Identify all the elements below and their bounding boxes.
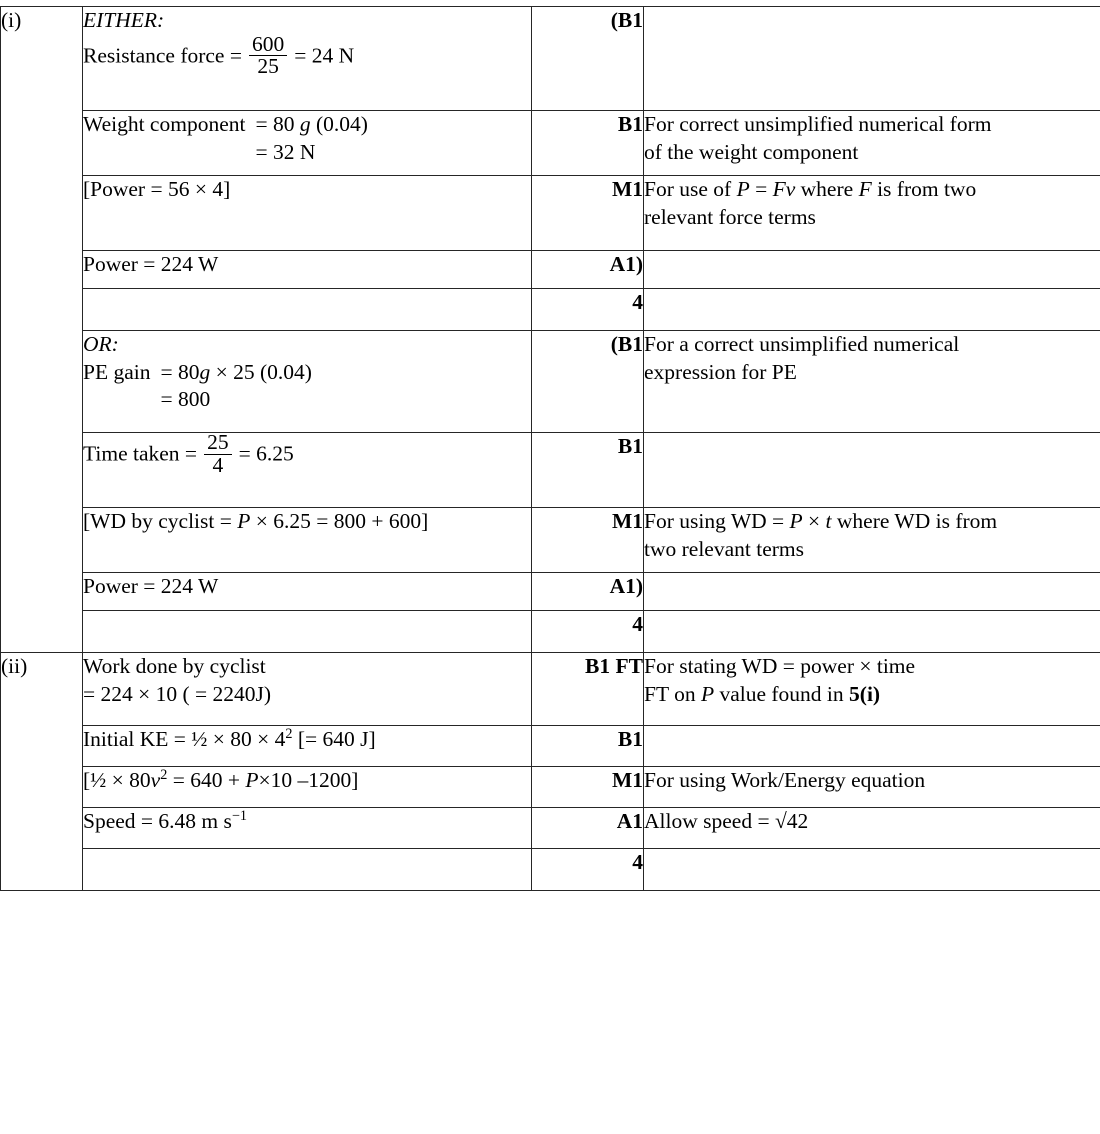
comment-tail: where WD is from xyxy=(832,509,998,533)
mark-cell-m1-wd xyxy=(532,508,644,573)
exponent-minus-1: −1 xyxy=(232,808,247,824)
part-label-i: (i) xyxy=(1,8,21,32)
table-row xyxy=(1,433,1100,508)
pe-val-post: × 25 (0.04) xyxy=(210,360,312,384)
equals: = xyxy=(750,177,773,201)
time-taken-expression xyxy=(83,433,531,478)
times: × xyxy=(803,509,826,533)
mark-value: (B1 xyxy=(611,8,643,32)
comment-cell-empty-3 xyxy=(644,289,1100,331)
table-row xyxy=(1,726,1100,767)
weight-component-values xyxy=(245,111,367,166)
comment-line-1: For using Work/Energy equation xyxy=(644,767,1100,795)
comment-pre: FT on xyxy=(644,682,701,706)
pe-gain-label: PE gain xyxy=(83,359,150,387)
ke-pre: Initial KE = ½ × 80 × 4 xyxy=(83,727,285,751)
comment-cell-ft xyxy=(644,653,1100,726)
part-label-ii: (ii) xyxy=(1,654,27,678)
table-row xyxy=(1,7,1100,111)
initial-ke-expression xyxy=(83,726,531,754)
part-label-cell-i xyxy=(1,7,83,653)
table-row xyxy=(1,508,1100,573)
weight-value-line-2: = 32 N xyxy=(255,139,367,167)
exponent-2: 2 xyxy=(160,767,167,783)
comment-line-2: relevant force terms xyxy=(644,204,1100,232)
fraction-denominator: 4 xyxy=(204,454,232,477)
comment-cell-pe xyxy=(644,331,1100,433)
power-bracket-expression: [Power = 56 × 4] xyxy=(83,176,531,204)
fraction-numerator: 25 xyxy=(204,432,232,454)
working-cell-empty-total-ii xyxy=(83,849,532,891)
comment-line-2: of the weight component xyxy=(644,139,1100,167)
comment-cell-empty-1 xyxy=(644,7,1100,111)
comment-cell-wd xyxy=(644,508,1100,573)
resistance-force-label: Resistance force = xyxy=(83,43,242,67)
mark-scheme-table xyxy=(0,6,1100,891)
working-cell-weight-component xyxy=(83,111,532,176)
wd-pre: [WD by cyclist = xyxy=(83,509,237,533)
symbol-P: P xyxy=(701,682,714,706)
mark-value: B1 xyxy=(618,434,643,458)
pe-gain-values xyxy=(150,359,311,414)
comment-line-1: For correct unsimplified numerical form xyxy=(644,111,1100,139)
mark-cell-total-ii xyxy=(532,849,644,891)
fraction-numerator: 600 xyxy=(249,34,287,56)
comment-cell-empty-7 xyxy=(644,726,1100,767)
time-taken-result: = 6.25 xyxy=(239,441,294,465)
symbol-F-2: F xyxy=(859,177,872,201)
gravity-symbol: g xyxy=(300,112,311,136)
mark-value: A1) xyxy=(610,252,643,276)
comment-line-2: two relevant terms xyxy=(644,536,1100,564)
comment-line-2: expression for PE xyxy=(644,359,1100,387)
mark-cell-b1-ft xyxy=(532,653,644,726)
mark-value: B1 xyxy=(618,727,643,751)
table-row xyxy=(1,849,1100,891)
pe-value-line-1 xyxy=(160,359,311,387)
mark-cell-b1-open xyxy=(532,7,644,111)
mark-cell-a1-speed xyxy=(532,808,644,849)
mark-cell-a1-close-or xyxy=(532,573,644,611)
working-cell-work-energy-equation xyxy=(83,767,532,808)
mark-cell-total-or xyxy=(532,611,644,653)
mark-cell-b1-time xyxy=(532,433,644,508)
table-row xyxy=(1,611,1100,653)
total-marks: 4 xyxy=(632,850,643,874)
weight-component-expression xyxy=(83,111,531,166)
mark-value: A1 xyxy=(617,809,643,833)
mark-value: (B1 xyxy=(611,332,643,356)
symbol-P: P xyxy=(237,509,250,533)
exponent-2: 2 xyxy=(285,726,292,742)
mark-scheme-sheet xyxy=(0,6,1100,1134)
working-cell-empty-total-either xyxy=(83,289,532,331)
mark-cell-b1-weight xyxy=(532,111,644,176)
symbol-t: t xyxy=(826,509,832,533)
working-cell-resistance-force xyxy=(83,7,532,111)
comment-pre: For using WD = xyxy=(644,509,790,533)
resistance-force-result: = 24 N xyxy=(294,43,354,67)
mark-value: M1 xyxy=(612,768,643,792)
or-heading: OR: xyxy=(83,331,531,359)
mark-cell-b1-ke xyxy=(532,726,644,767)
pe-val-pre: = 80 xyxy=(160,360,199,384)
comment-line-1: For a correct unsimplified numerical xyxy=(644,331,1100,359)
working-cell-work-done-by-cyclist xyxy=(83,653,532,726)
work-done-line-1: Work done by cyclist xyxy=(83,653,531,681)
working-cell-empty-total-or xyxy=(83,611,532,653)
mark-cell-m1-we xyxy=(532,767,644,808)
working-cell-pe-gain xyxy=(83,331,532,433)
comment-cell-empty-4 xyxy=(644,433,1100,508)
working-cell-initial-ke xyxy=(83,726,532,767)
power-result: Power = 224 W xyxy=(83,251,531,279)
either-heading: EITHER: xyxy=(83,7,531,35)
symbol-v: v xyxy=(151,768,161,792)
table-row xyxy=(1,331,1100,433)
mark-value: B1 FT xyxy=(585,654,643,678)
comment-cell-work-energy xyxy=(644,767,1100,808)
comment-mid: value found in xyxy=(714,682,849,706)
comment-cell-empty-8 xyxy=(644,849,1100,891)
comment-pre: For use of xyxy=(644,177,737,201)
table-row xyxy=(1,176,1100,251)
working-cell-time-taken xyxy=(83,433,532,508)
comment-cell-speed xyxy=(644,808,1100,849)
fraction-denominator: 25 xyxy=(249,55,287,78)
comment-cell-empty-5 xyxy=(644,573,1100,611)
time-taken-label: Time taken = xyxy=(83,441,197,465)
mark-cell-total-either xyxy=(532,289,644,331)
total-marks: 4 xyxy=(632,290,643,314)
cross-reference-5i: 5(i) xyxy=(849,682,880,706)
weight-val-post: (0.04) xyxy=(311,112,368,136)
table-row xyxy=(1,251,1100,289)
table-row xyxy=(1,111,1100,176)
mark-value: M1 xyxy=(612,177,643,201)
comment-line-1 xyxy=(644,176,1100,204)
gravity-symbol: g xyxy=(200,360,211,384)
comment-line-1 xyxy=(644,508,1100,536)
weight-val-pre: = 80 xyxy=(255,112,299,136)
speed-pre: Speed = 6.48 m s xyxy=(83,809,232,833)
mark-cell-m1-fv xyxy=(532,176,644,251)
ke-post: [= 640 J] xyxy=(292,727,375,751)
resistance-force-expression xyxy=(83,35,531,80)
power-result: Power = 224 W xyxy=(83,573,531,601)
mark-value: M1 xyxy=(612,509,643,533)
speed-expression xyxy=(83,808,531,836)
fraction-25-over-4 xyxy=(204,432,232,477)
comment-line-1: For stating WD = power × time xyxy=(644,653,1100,681)
comment-cell-empty-2 xyxy=(644,251,1100,289)
weight-component-label: Weight component xyxy=(83,111,245,139)
total-marks: 4 xyxy=(632,612,643,636)
comment-cell-weight xyxy=(644,111,1100,176)
pe-value-line-2: = 800 xyxy=(160,386,311,414)
we-mid: = 640 + xyxy=(167,768,245,792)
working-cell-power-224 xyxy=(83,251,532,289)
symbol-P: P xyxy=(790,509,803,533)
table-row xyxy=(1,808,1100,849)
table-row xyxy=(1,289,1100,331)
comment-mid: where xyxy=(795,177,858,201)
comment-tail: is from two xyxy=(872,177,977,201)
working-cell-wd-by-cyclist xyxy=(83,508,532,573)
working-cell-power-224-or xyxy=(83,573,532,611)
fraction-600-over-25 xyxy=(249,34,287,79)
part-label-cell-ii xyxy=(1,653,83,891)
mark-value: A1) xyxy=(610,574,643,598)
weight-value-line-1 xyxy=(255,111,367,139)
symbol-P: P xyxy=(245,768,258,792)
symbol-v: v xyxy=(786,177,796,201)
working-cell-speed xyxy=(83,808,532,849)
comment-line-2 xyxy=(644,681,1100,709)
mark-cell-a1-close xyxy=(532,251,644,289)
mark-cell-b1-open-pe xyxy=(532,331,644,433)
table-row xyxy=(1,653,1100,726)
working-cell-power-56x4 xyxy=(83,176,532,251)
symbol-P: P xyxy=(737,177,750,201)
mark-value: B1 xyxy=(618,112,643,136)
comment-line-1: Allow speed = √42 xyxy=(644,808,1100,836)
symbol-F: F xyxy=(773,177,786,201)
we-pre: [½ × 80 xyxy=(83,768,151,792)
table-row xyxy=(1,767,1100,808)
work-energy-expression xyxy=(83,767,531,795)
comment-cell-fv xyxy=(644,176,1100,251)
wd-expression xyxy=(83,508,531,536)
pe-gain-expression xyxy=(83,359,531,414)
table-row xyxy=(1,573,1100,611)
wd-post: × 6.25 = 800 + 600] xyxy=(250,509,428,533)
work-done-line-2: = 224 × 10 ( = 2240J) xyxy=(83,681,531,709)
comment-cell-empty-6 xyxy=(644,611,1100,653)
we-post: ×10 –1200] xyxy=(258,768,358,792)
